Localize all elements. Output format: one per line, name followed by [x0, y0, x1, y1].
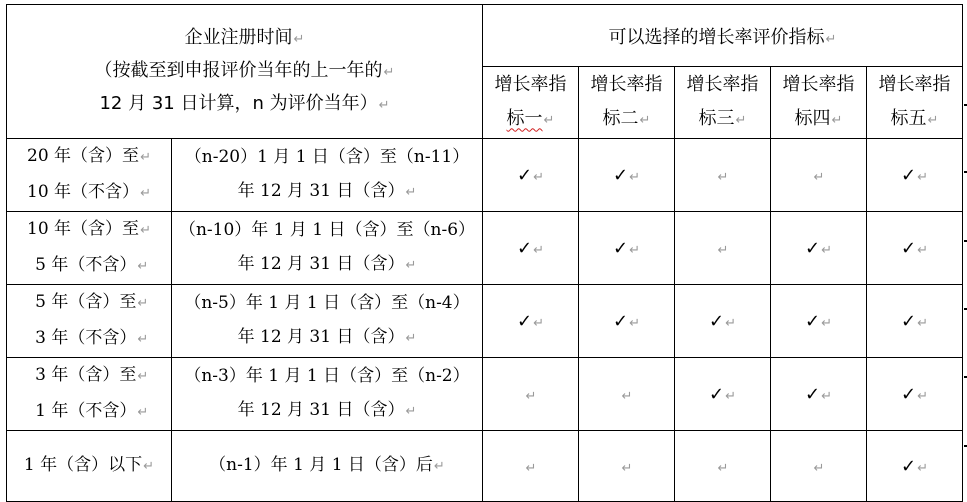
- empty-cell: ↵: [675, 431, 771, 502]
- indicator-label-line2: 标四↵: [794, 107, 843, 129]
- enterprise-age-cell: [7, 285, 172, 358]
- indicator-label-line1: 增长率指: [590, 73, 663, 95]
- registration-date-range-cell: [172, 139, 483, 212]
- check-icon: ✓: [901, 383, 917, 405]
- empty-cell: ↵: [483, 358, 579, 431]
- check-icon: ✓: [613, 164, 629, 186]
- empty-cell: ↵: [579, 431, 675, 502]
- enterprise-age-cell: [7, 431, 172, 502]
- table-row: [7, 358, 963, 431]
- age-line: 10 年（不含）↵: [27, 182, 151, 202]
- check-mark-cell: ✓↵: [675, 285, 771, 358]
- check-icon: ✓: [901, 455, 917, 477]
- indicator-header-4: [771, 67, 867, 139]
- enterprise-age-cell: [7, 139, 172, 212]
- check-icon: ✓: [517, 164, 533, 186]
- check-mark-cell: ✓↵: [579, 139, 675, 212]
- empty-cell: ↵: [771, 431, 867, 502]
- check-mark-cell: ✓↵: [579, 285, 675, 358]
- indicator-header-3: [675, 67, 771, 139]
- date-line: 年 12 月 31 日（含）↵: [237, 254, 417, 274]
- date-line: （n-10）年 1 月 1 日（含）至（n-6）: [178, 220, 476, 240]
- age-line: 20 年（含）至↵: [27, 146, 151, 166]
- indicator-label-line2: 标二↵: [602, 107, 651, 129]
- check-mark-cell: ✓↵: [483, 285, 579, 358]
- check-mark-cell: ✓↵: [867, 212, 963, 285]
- registration-date-range-cell: [172, 431, 483, 502]
- empty-cell: ↵: [579, 358, 675, 431]
- check-mark-cell: ✓↵: [675, 358, 771, 431]
- empty-cell: ↵: [675, 212, 771, 285]
- age-line: 1 年（不含）↵: [29, 401, 149, 421]
- date-line: （n-5）年 1 月 1 日（含）至（n-4）: [184, 293, 470, 313]
- check-mark-cell: ✓↵: [867, 285, 963, 358]
- check-icon: ✓: [613, 237, 629, 259]
- indicator-label-line2: 标三↵: [698, 107, 747, 129]
- empty-cell: ↵: [675, 139, 771, 212]
- check-icon: ✓: [901, 310, 917, 332]
- empty-cell: ↵: [771, 139, 867, 212]
- indicator-header-5: [867, 67, 963, 139]
- check-icon: ✓: [901, 164, 917, 186]
- enterprise-age-cell: [7, 358, 172, 431]
- check-icon: ✓: [901, 237, 917, 259]
- check-icon: ✓: [805, 383, 821, 405]
- age-line: 3 年（含）至↵: [29, 365, 149, 385]
- header-line-1: 企业注册时间↵: [184, 27, 305, 48]
- check-icon: ✓: [517, 310, 533, 332]
- header-line-2: （按截至到申报评价当年的上一年的↵: [94, 60, 395, 81]
- check-icon: ✓: [805, 237, 821, 259]
- age-line: 3 年（不含）↵: [29, 328, 149, 348]
- check-mark-cell: ✓↵: [867, 139, 963, 212]
- indicator-header-2: [579, 67, 675, 139]
- indicator-label-line2: 标五↵: [890, 107, 939, 129]
- age-line: 1 年（含）以下↵: [23, 455, 155, 475]
- check-icon: ✓: [517, 237, 533, 259]
- check-mark-cell: ✓↵: [579, 212, 675, 285]
- table-row: [7, 285, 963, 358]
- check-icon: ✓: [613, 310, 629, 332]
- check-mark-cell: ✓↵: [771, 212, 867, 285]
- registration-date-range-cell: [172, 212, 483, 285]
- table-row: [7, 139, 963, 212]
- date-line: （n-1）年 1 月 1 日（含）后↵: [209, 455, 445, 475]
- date-line: 年 12 月 31 日（含）↵: [237, 181, 417, 201]
- enterprise-age-cell: [7, 212, 172, 285]
- age-line: 10 年（含）至↵: [27, 219, 151, 239]
- empty-cell: ↵: [483, 431, 579, 502]
- check-mark-cell: ✓↵: [867, 358, 963, 431]
- check-icon: ✓: [709, 383, 725, 405]
- indicator-label-line1: 增长率指: [686, 73, 759, 95]
- date-line: 年 12 月 31 日（含）↵: [237, 327, 417, 347]
- header-line-3: 12 月 31 日计算，n 为评价当年）↵: [99, 93, 390, 114]
- check-mark-cell: ✓↵: [483, 139, 579, 212]
- date-line: （n-3）年 1 月 1 日（含）至（n-2）: [184, 366, 470, 386]
- age-line: 5 年（含）至↵: [29, 292, 149, 312]
- table-row: [7, 431, 963, 502]
- indicator-label-line2: 标一↵: [506, 107, 555, 129]
- indicator-header-1: [483, 67, 579, 139]
- check-mark-cell: ✓↵: [771, 358, 867, 431]
- registration-date-range-cell: [172, 285, 483, 358]
- check-mark-cell: ✓↵: [867, 431, 963, 502]
- registration-date-range-cell: [172, 358, 483, 431]
- date-line: （n-20）1 月 1 日（含）至（n-11）: [184, 147, 470, 167]
- table-row: [7, 212, 963, 285]
- age-line: 5 年（不含）↵: [29, 255, 149, 275]
- indicator-table: [6, 4, 963, 502]
- date-line: 年 12 月 31 日（含）↵: [237, 400, 417, 420]
- registration-time-header: [7, 5, 483, 139]
- indicator-label-line1: 增长率指: [878, 73, 951, 95]
- check-mark-cell: ✓↵: [771, 285, 867, 358]
- check-icon: ✓: [709, 310, 725, 332]
- indicator-label-line1: 增长率指: [494, 73, 567, 95]
- check-mark-cell: ✓↵: [483, 212, 579, 285]
- check-icon: ✓: [805, 310, 821, 332]
- indicator-label-line1: 增长率指: [782, 73, 855, 95]
- selectable-indicators-header: 可以选择的增长率评价指标↵: [483, 5, 963, 67]
